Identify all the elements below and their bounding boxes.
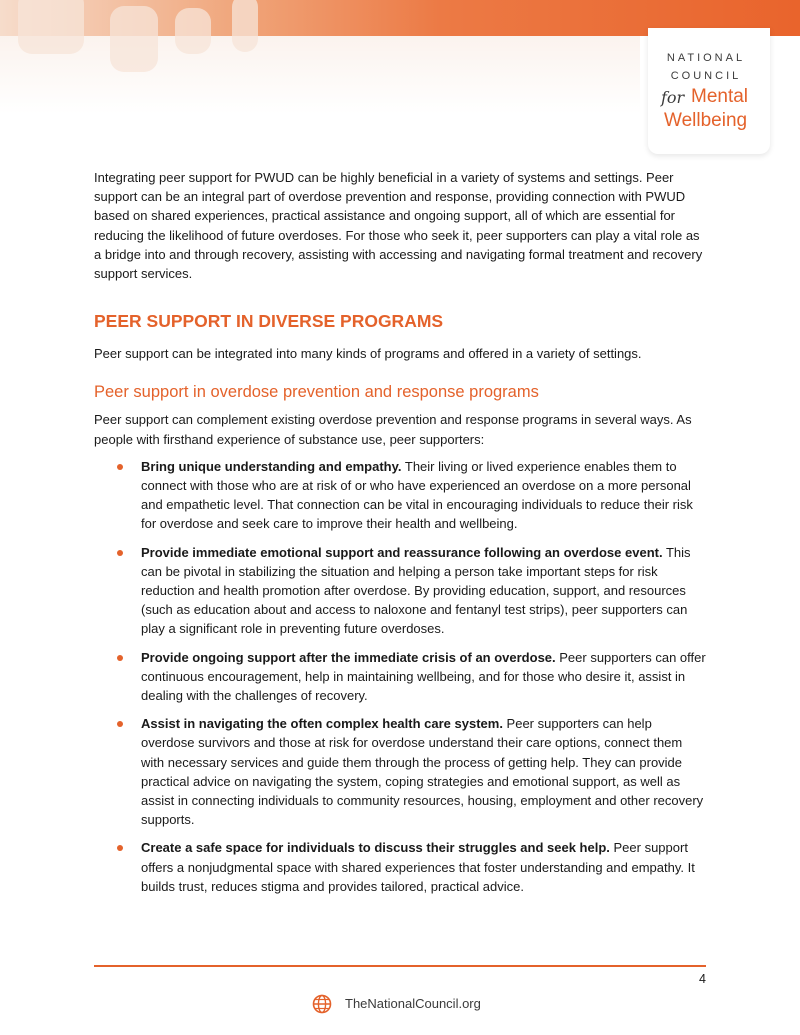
header-decoration (232, 0, 258, 52)
bullet-icon (117, 655, 123, 661)
bullet-text: This can be pivotal in stabilizing the situation and helping a person take important steps for risk reduction and health promotion after overdose. By providing education, support, and resources (such as education about and access to naloxone and fentanyl test strips), peer supporters can play a significant role in preventing future overdoses. (141, 544, 691, 637)
header-decoration (175, 8, 211, 54)
header-decoration (110, 6, 158, 72)
bullet-lead: Bring unique understanding and empathy. (141, 458, 402, 474)
list-item (94, 648, 706, 706)
document-body (94, 168, 706, 905)
logo-national: NATIONAL (666, 52, 746, 64)
list-item (94, 714, 706, 829)
list-item (94, 457, 706, 534)
section-heading: PEER SUPPORT IN DIVERSE PROGRAMS (94, 311, 444, 332)
section-paragraph: Peer support can be integrated into many kinds of programs and offered in a variety of settings. (94, 346, 642, 362)
bullet-list (94, 457, 706, 896)
bullet-lead: Create a safe space for individuals to discuss their struggles and seek help. (141, 840, 610, 856)
subsection-lead: Peer support can complement existing overdose prevention and response programs in several ways. As people with firsthand experience of substance use, peer supporters: (94, 412, 692, 447)
bullet-icon (117, 550, 123, 556)
brand-logo (648, 28, 770, 154)
footer-divider (94, 965, 706, 967)
logo-wellbeing: Wellbeing (664, 110, 748, 131)
footer-website-link[interactable]: TheNationalCouncil.org (345, 996, 481, 1011)
bullet-icon (117, 845, 123, 851)
bullet-icon (117, 464, 123, 470)
list-item (94, 543, 706, 639)
intro-paragraph: Integrating peer support for PWUD can be highly beneficial in a variety of systems and settings. Peer support can be an integral part of overdose prevention and response, providing connection with PWUD based on shared experiences, practical assistance and ongoing support, all of which are essential for reducing the likelihood of future overdoses. For those who seek it, peer supporters can play a vital role as a bridge into and through recovery, assisting with accessing and navigating formal treatment and recovery support services. (94, 170, 703, 282)
bullet-icon (117, 721, 123, 727)
bullet-lead: Assist in navigating the often complex health care system. (141, 716, 503, 732)
globe-icon (312, 994, 332, 1014)
header-decoration (18, 0, 84, 54)
logo-council: COUNCIL (670, 70, 742, 82)
bullet-lead: Provide immediate emotional support and reassurance following an overdose event. (141, 544, 663, 560)
subsection-heading: Peer support in overdose prevention and response programs (94, 383, 539, 402)
bullet-text: Their living or lived experience enables them to connect with those who are at risk of or who have experienced an overdose on a more personal and empathetic level. That connection can be vital in encouraging individuals to reduce their risk for overdose and seek care to improve their health and wellbeing. (141, 458, 693, 532)
page-number: 4 (699, 972, 706, 986)
list-item (94, 838, 706, 896)
bullet-text: Peer supporters can help overdose survivors and those at risk for overdose understand their care options, connect them with necessary services and guide them through the process of getting help. They can provide practical advice on navigating the system, coping strategies and emotional support, as well as assist in connecting individuals to community resources, housing, employment and other recovery supports. (141, 716, 704, 828)
bullet-text: Peer support offers a nonjudgmental space with shared experiences that foster understanding and empathy. It builds trust, reduces stigma and provides tailored, practical advice. (141, 840, 695, 894)
header-band-fade (0, 36, 640, 114)
bullet-lead: Provide ongoing support after the immediate crisis of an overdose. (141, 649, 556, 665)
logo-for: for (661, 88, 685, 107)
bullet-text: Peer supporters can offer continuous encouragement, help in maintaining wellbeing, and for those who desire it, assist in dealing with the challenges of recovery. (141, 649, 706, 704)
logo-mental: Mental (691, 86, 749, 107)
